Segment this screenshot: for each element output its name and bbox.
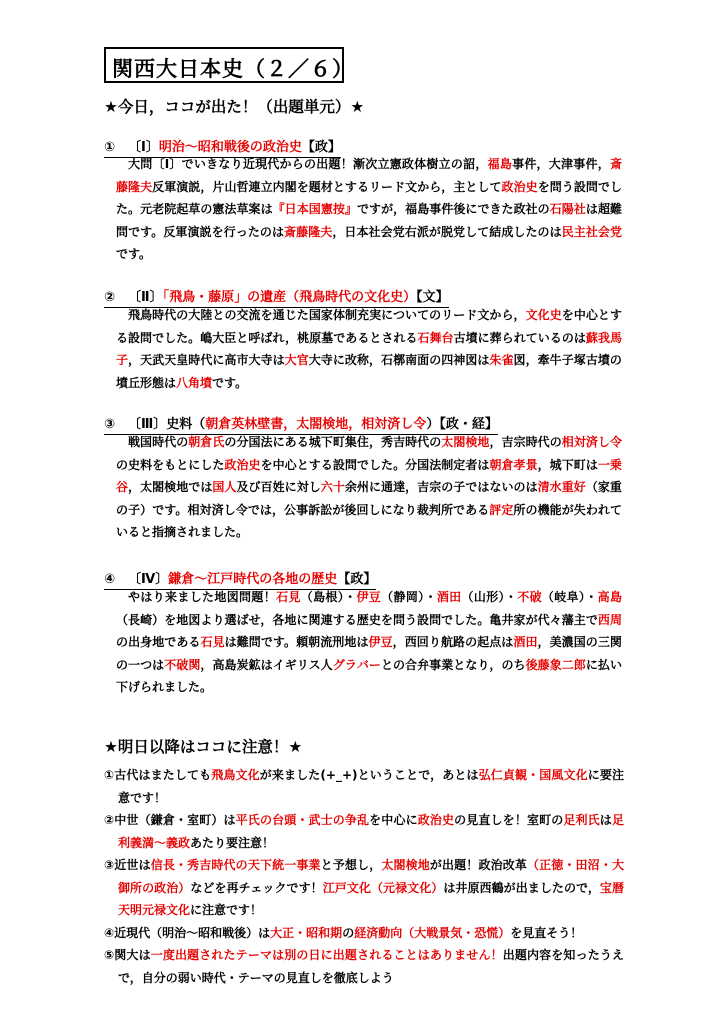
text-run: （山形）・ — [461, 590, 518, 604]
tip-item — [104, 809, 624, 854]
highlight-term: 宝暦天明元禄文化 — [118, 880, 624, 917]
tips-list — [104, 764, 624, 989]
highlight-term: 蘇我馬子 — [116, 330, 622, 367]
highlight-term: 不破 — [517, 590, 542, 604]
text-run: です。 — [116, 247, 152, 261]
highlight-term: 六十 — [320, 480, 345, 494]
text-run: との合弁事業となり，のち — [380, 657, 526, 672]
highlight-term: 後藤象二郎 — [525, 657, 586, 672]
highlight-term: 評定 — [489, 502, 514, 517]
text-run: ，城下町は — [537, 457, 598, 472]
highlight-term: 石舞台 — [417, 330, 454, 345]
text-run: 戦国時代の — [128, 435, 189, 449]
text-run: あたり要注意！ — [190, 835, 275, 850]
highlight-term: 『日本国憲按』 — [272, 202, 357, 216]
text-run: 飛鳥時代の大陸との交流を通じた国家体制充実についてのリード文から， — [128, 308, 526, 322]
highlight-term: 不破関 — [164, 657, 201, 672]
text-run: 反軍演説，片山哲連立内閣を題材とするリード文から，主として — [152, 179, 502, 194]
highlight-term: 斎藤隆夫 — [284, 224, 333, 239]
text-run: ，高島炭鉱はイギリス人 — [200, 657, 333, 672]
text-run: ④近現代（明治～昭和戦後）は — [104, 925, 271, 940]
highlight-term: 信長・秀吉時代の天下統一事業 — [150, 858, 321, 872]
section-1-tag: 【政】 — [301, 140, 341, 155]
section-3-topic: 朝倉英林壁書，太閤検地，相対済し令 — [205, 417, 427, 432]
section-2-tag: 【文】 — [416, 290, 449, 305]
text-run: ，太閤検地では — [128, 480, 213, 494]
text-run: ，西回り航路の起点は — [392, 635, 514, 649]
text-run: （島根）・ — [300, 590, 357, 604]
section-4-topic: 鎌倉～江戸時代の各地の歴史 — [168, 572, 338, 587]
highlight-term: 国人 — [212, 480, 237, 494]
text-run: を中心とする設問でした。分国法制定者は — [260, 457, 490, 472]
text-run: ，吉宗時代の — [489, 435, 562, 449]
text-run: を中心とする設問でした。嶋大臣と呼ばれ，桃原墓であるとされる — [116, 308, 622, 345]
text-run: に注意です！ — [190, 903, 263, 917]
text-run: は井原西鶴が出ましたので， — [443, 880, 600, 895]
section-4-label: 〔Ⅳ〕 — [128, 572, 169, 587]
text-run: の史料をもとにした — [116, 457, 225, 472]
page-title: 関西大日本史（２／６） — [112, 57, 354, 81]
section-2-body — [116, 304, 622, 394]
highlight-term: 平氏の台頭・武士の争乱 — [235, 813, 370, 827]
section-2-number: ② — [104, 290, 116, 305]
section-4-body — [116, 586, 622, 699]
text-run: を問う設問でした。元老院起草の憲法草案は — [116, 179, 622, 216]
text-run: は難問です。頼朝流刑地は — [224, 635, 369, 649]
highlight-term: 弘仁貞観・国風文化 — [478, 768, 588, 782]
section-3-body — [116, 431, 622, 544]
text-run: を中心に — [369, 813, 418, 827]
highlight-term: 政治史 — [224, 457, 261, 472]
highlight-term: 太閤検地 — [381, 858, 430, 872]
text-run: です。 — [212, 375, 248, 390]
highlight-term: 政治史 — [417, 813, 455, 827]
heading-future: ★明日以降はココに注意！★ — [104, 738, 303, 756]
highlight-term: （正徳・田沼・大御所の政治） — [118, 858, 624, 895]
highlight-term: 大正・昭和期 — [270, 925, 343, 940]
text-run: （静岡）・ — [381, 590, 437, 604]
title-box — [104, 47, 354, 83]
section-1-body — [116, 153, 622, 266]
text-run: は — [599, 813, 612, 827]
section-4-number: ④ — [104, 572, 116, 587]
text-run: ⑤関大は — [104, 948, 151, 962]
text-run: の出身地である — [116, 635, 201, 649]
text-run: ですが，福島事件後にできた政社の — [356, 202, 550, 216]
highlight-term: 政治史 — [501, 179, 538, 194]
section-2-topic: 「飛鳥・藤原」の遺産（飛鳥時代の文化史） — [162, 290, 417, 305]
highlight-term: 一度出題されたテーマは別の日に出題されることはありません！ — [150, 948, 503, 962]
highlight-term: 石陽社 — [549, 202, 586, 216]
highlight-term: 朝倉孝景 — [489, 457, 538, 472]
highlight-term: 石見 — [276, 590, 301, 604]
text-run: 事件，大津事件， — [512, 157, 610, 171]
highlight-term: 相対済し令 — [561, 435, 622, 449]
text-run: などを再チェックです！ — [190, 880, 323, 895]
highlight-term: 八角墳 — [176, 375, 213, 390]
highlight-term: 飛鳥文化 — [211, 768, 260, 782]
section-3-label: 〔Ⅲ〕史料（ — [128, 417, 206, 432]
text-run: を見直そう！ — [510, 925, 583, 940]
tip-item — [104, 764, 624, 809]
text-run: やはり来ました地図問題！ — [128, 590, 277, 604]
highlight-term: 足利義満～義政 — [118, 813, 624, 850]
tip-item — [104, 922, 624, 945]
text-run: （岐阜）・ — [541, 590, 598, 604]
highlight-term: 伊豆 — [356, 590, 382, 604]
highlight-term: 江戸文化（元禄文化） — [322, 880, 444, 895]
text-run: （家重の子）です。相対済し令では，公事訴訟が後回しになり裁判所である — [116, 480, 622, 517]
text-run: が出題！政治改革 — [429, 858, 527, 872]
highlight-term: 伊豆 — [368, 635, 393, 649]
section-3-tag: ）【政・経】 — [426, 417, 498, 432]
text-run: ，日本社会党右派が脱党して結成したのは — [332, 224, 562, 239]
text-run: に要注意です！ — [118, 768, 624, 805]
highlight-term: 高島 — [597, 590, 622, 604]
highlight-term: 西周 — [597, 612, 622, 627]
text-run: が来ました(+_+)ということで，あとは — [259, 768, 479, 782]
section-2-label: 〔Ⅱ〕 — [128, 290, 163, 305]
text-run: の分国法にある城下町集住，秀吉時代の — [224, 435, 442, 449]
highlight-term: 朝倉氏 — [188, 435, 225, 449]
section-1-label: 〔Ⅰ〕 — [128, 140, 159, 155]
text-run: ，美濃国の三関の一つは — [116, 635, 622, 672]
section-3-number: ③ — [104, 417, 116, 432]
highlight-term: 一乗谷 — [116, 457, 622, 494]
highlight-term: 酒田 — [436, 590, 462, 604]
text-run: の見直しを！室町の — [454, 813, 564, 827]
text-run: に払い下げられました。 — [116, 657, 622, 694]
text-run: 大寺に改称，石槨南面の四神図は — [308, 353, 490, 367]
highlight-term: 太閤検地 — [441, 435, 490, 449]
text-run: ③近世は — [104, 858, 151, 872]
text-run: ②中世（鎌倉・室町）は — [104, 813, 236, 827]
text-run: 余州に通達，吉宗の子ではないのは — [344, 480, 538, 494]
text-run: 古墳に葬られているのは — [453, 330, 586, 345]
highlight-term: 斎藤隆夫 — [116, 157, 622, 194]
text-run: 図，牽牛子塚古墳の墳丘形態は — [116, 353, 622, 390]
text-run: 出題内容を知ったうえで，自分の弱い時代・テーマの見直しを徹底しよう — [118, 948, 624, 985]
highlight-term: 大官 — [284, 353, 309, 367]
tip-item — [104, 854, 624, 922]
text-run: は超難問です。反軍演説を行ったのは — [116, 202, 622, 239]
highlight-term: 福島 — [487, 157, 513, 171]
text-run: ①古代はまたしても — [104, 768, 212, 782]
highlight-term: グラバー — [332, 657, 381, 672]
tip-item — [104, 944, 624, 989]
section-4-tag: 【政】 — [337, 572, 377, 587]
text-run: と予想し， — [320, 858, 382, 872]
highlight-term: 文化史 — [525, 308, 562, 322]
text-run: の — [342, 925, 355, 940]
highlight-term: 清水重好 — [537, 480, 586, 494]
text-run: 大問〔Ⅰ〕でいきなり近現代からの出題！漸次立憲政体樹立の詔， — [128, 157, 488, 171]
text-run: 及び百姓に対し — [236, 480, 321, 494]
text-run: 所の機能が失われていると指摘されました。 — [116, 502, 622, 539]
highlight-term: 石見 — [200, 635, 225, 649]
section-1-number: ① — [104, 140, 116, 155]
highlight-term: 民主社会党 — [561, 224, 622, 239]
section-1-topic: 明治～昭和戦後の政治史 — [158, 140, 302, 155]
heading-today: ★今日，ココが出た！（出題単元）★ — [104, 98, 365, 116]
text-run: （長崎）を地図より選ばせ，各地に関連する歴史を問う設問でした。亀井家が代々藩主で — [116, 612, 598, 627]
highlight-term: 足利氏 — [563, 813, 600, 827]
highlight-term: 酒田 — [513, 635, 538, 649]
text-run: ，天武天皇時代に高市大寺は — [128, 353, 285, 367]
highlight-term: 朱雀 — [489, 353, 514, 367]
highlight-term: 経済動向（大戦景気・恐慌） — [354, 925, 511, 940]
